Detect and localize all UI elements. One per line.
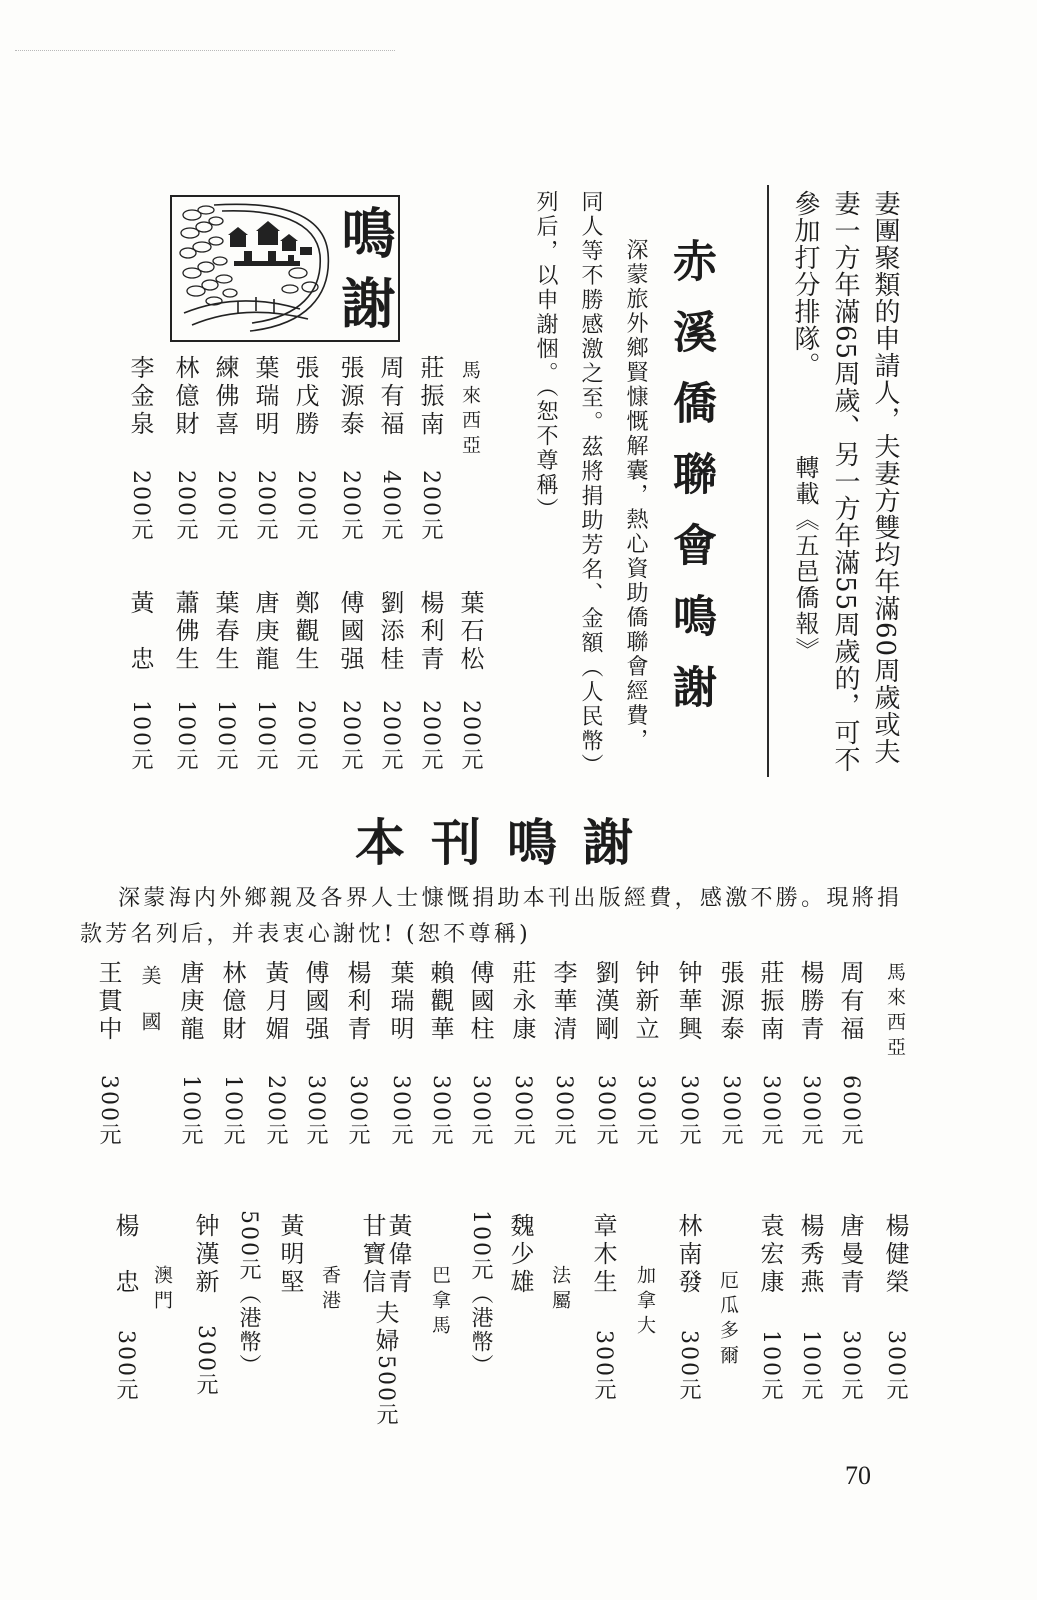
donor-name: 張源泰: [336, 355, 364, 439]
notice-line: 妻一方年滿65周歲、另一方年滿55周歲的，可不: [830, 190, 860, 774]
donor-name: 楊利青: [343, 960, 371, 1044]
donor-amount: 100元: [213, 700, 238, 772]
donor-name: 葉石松: [456, 590, 484, 674]
donor-amount: 300元: [676, 1330, 701, 1402]
donor-name: 傅國强: [301, 960, 329, 1044]
donor-name: 黃明堅: [276, 1213, 304, 1297]
donor-amount: 300元: [593, 1075, 618, 1147]
donor-name: 黃 忠: [126, 590, 154, 674]
donor-amount: 200元: [293, 470, 318, 542]
donor-name: 鄭觀生: [291, 590, 319, 674]
chixi-title: 赤溪僑聯會鳴謝: [665, 238, 716, 735]
donor-name: 周有福: [836, 960, 864, 1044]
region-label: 美國: [138, 965, 162, 1057]
notice-line: 參加打分排隊。: [790, 190, 820, 379]
donor-amount: 500元（港幣）: [236, 1210, 261, 1378]
donor-amount: 300元: [758, 1075, 783, 1147]
donor-name: 楊健榮: [881, 1213, 909, 1297]
notice-line: 妻團聚類的申請人，夫妻方雙均年滿60周歲或夫: [870, 190, 900, 766]
journal-intro-line: 款芳名列后，并表衷心謝忱! (恕不尊稱): [80, 922, 532, 947]
donor-amount: 100元: [128, 700, 153, 772]
donor-amount: 500元: [373, 1355, 398, 1427]
donor-amount: 100元: [220, 1075, 245, 1147]
donor-name: 唐庚龍: [251, 590, 279, 674]
stamp-char: 謝: [333, 275, 397, 329]
journal-title: 本刊鳴謝: [355, 814, 659, 872]
donor-amount: 200元: [213, 470, 238, 542]
donor-amount: 300元: [838, 1330, 863, 1402]
donor-amount: 100元: [798, 1330, 823, 1402]
donor-name: 周有福: [376, 355, 404, 439]
stamp-char: 鳴: [333, 205, 397, 259]
donor-amount: 300元: [345, 1075, 370, 1147]
donor-name: 黃偉青: [384, 1213, 412, 1297]
donor-amount: 300元: [718, 1075, 743, 1147]
donor-name: 楊利青: [416, 590, 444, 674]
donor-amount: 600元: [838, 1075, 863, 1147]
donor-amount: 300元: [510, 1075, 535, 1147]
donor-amount: 200元: [378, 700, 403, 772]
region-label: 厄瓜多爾: [717, 1270, 739, 1370]
donor-amount: 200元: [253, 470, 278, 542]
notice-source: 轉載《五邑僑報》: [791, 455, 819, 663]
region-label: 巴拿馬: [429, 1265, 451, 1340]
donor-amount: 300元: [428, 1075, 453, 1147]
page-number: 70: [845, 1461, 871, 1490]
donor-amount: 100元: [178, 1075, 203, 1147]
donor-name: 王貫中: [94, 960, 122, 1044]
donor-name: 張源泰: [716, 960, 744, 1044]
donor-amount: 300元: [303, 1075, 328, 1147]
donor-amount: 400元: [378, 470, 403, 542]
donor-name: 莊振南: [416, 355, 444, 439]
donor-name: 葉瑞明: [251, 355, 279, 439]
donor-amount: 300元: [591, 1330, 616, 1402]
donor-amount: 100元（港幣）: [468, 1210, 493, 1378]
donor-amount: 300元: [551, 1075, 576, 1147]
donor-amount: 300元: [468, 1075, 493, 1147]
donor-name: 甘寶信: [358, 1213, 386, 1297]
donor-amount: 100元: [758, 1330, 783, 1402]
donor-name: 钟漢新: [191, 1213, 219, 1297]
donor-name: 葉瑞明: [386, 960, 414, 1044]
donor-name: 李金泉: [126, 355, 154, 439]
donor-amount: 300元: [633, 1075, 658, 1147]
donor-amount: 200元: [128, 470, 153, 542]
donor-name: 黃月媚: [261, 960, 289, 1044]
donor-name: 傅國柱: [466, 960, 494, 1044]
pavilion-illustration: [178, 201, 334, 335]
donor-amount: 300元: [113, 1330, 138, 1402]
donor-name: 林億財: [171, 355, 199, 439]
donor-name: 章木生: [589, 1213, 617, 1297]
donor-amount: 300元: [798, 1075, 823, 1147]
donor-name: 李華清: [549, 960, 577, 1044]
donor-name: 楊勝青: [796, 960, 824, 1044]
donor-name: 林南發: [674, 1213, 702, 1297]
donor-name: 魏少雄: [506, 1213, 534, 1297]
scan-edge-line: [15, 50, 395, 51]
donor-amount: 200元: [338, 700, 363, 772]
region-label: 澳門: [151, 1265, 173, 1315]
donor-name: 楊秀燕: [796, 1213, 824, 1297]
donor-amount: 100元: [173, 700, 198, 772]
donor-amount: 300元: [193, 1325, 218, 1397]
donor-name: 钟新立: [631, 960, 659, 1044]
donor-relation: 夫婦: [371, 1300, 399, 1356]
donor-name: 葉春生: [211, 590, 239, 674]
donor-amount: 200元: [263, 1075, 288, 1147]
journal-intro-line: 深蒙海内外鄉親及各界人士慷慨捐助本刊出版經費，感激不勝。現將捐: [118, 886, 903, 911]
donor-name: 楊 忠: [111, 1213, 139, 1297]
donor-name: 蕭佛生: [171, 590, 199, 674]
donor-name: 張戊勝: [291, 355, 319, 439]
donor-name: 莊永康: [508, 960, 536, 1044]
region-label: 法屬: [549, 1265, 571, 1315]
donor-amount: 200元: [458, 700, 483, 772]
donor-name: 劉添桂: [376, 590, 404, 674]
donor-amount: 200元: [293, 700, 318, 772]
donor-amount: 200元: [338, 470, 363, 542]
donor-amount: 300元: [883, 1330, 908, 1402]
region-label: 香港: [319, 1265, 341, 1315]
donor-name: 钟華興: [674, 960, 702, 1044]
donor-name: 劉漢剛: [591, 960, 619, 1044]
chixi-body-line: 同人等不勝感激之至。茲將捐助芳名、金額（人民幣）: [578, 190, 603, 778]
donor-name: 傅國强: [336, 590, 364, 674]
chixi-body-line: 列后，以申謝悃。（恕不尊稱）: [533, 190, 558, 522]
thanks-stamp-box: [170, 195, 400, 342]
donor-amount: 300元: [96, 1075, 121, 1147]
region-label: 馬來西亞: [459, 360, 481, 460]
donor-name: 唐曼青: [836, 1213, 864, 1297]
donor-amount: 200元: [173, 470, 198, 542]
region-label: 馬來西亞: [884, 962, 906, 1062]
donor-amount: 300元: [388, 1075, 413, 1147]
region-label: 加拿大: [634, 1265, 656, 1340]
donor-amount: 300元: [676, 1075, 701, 1147]
donor-amount: 200元: [418, 470, 443, 542]
donor-name: 林億財: [218, 960, 246, 1044]
donor-name: 練佛喜: [211, 355, 239, 439]
chixi-body-line: 深蒙旅外鄉賢慷慨解囊，熱心資助僑聯會經費，: [623, 238, 648, 753]
donor-amount: 200元: [418, 700, 443, 772]
donor-name: 唐庚龍: [176, 960, 204, 1044]
donor-name: 賴觀華: [426, 960, 454, 1044]
donor-amount: 100元: [253, 700, 278, 772]
donor-name: 袁宏康: [756, 1213, 784, 1297]
column-divider: [767, 185, 769, 777]
donor-name: 莊振南: [756, 960, 784, 1044]
